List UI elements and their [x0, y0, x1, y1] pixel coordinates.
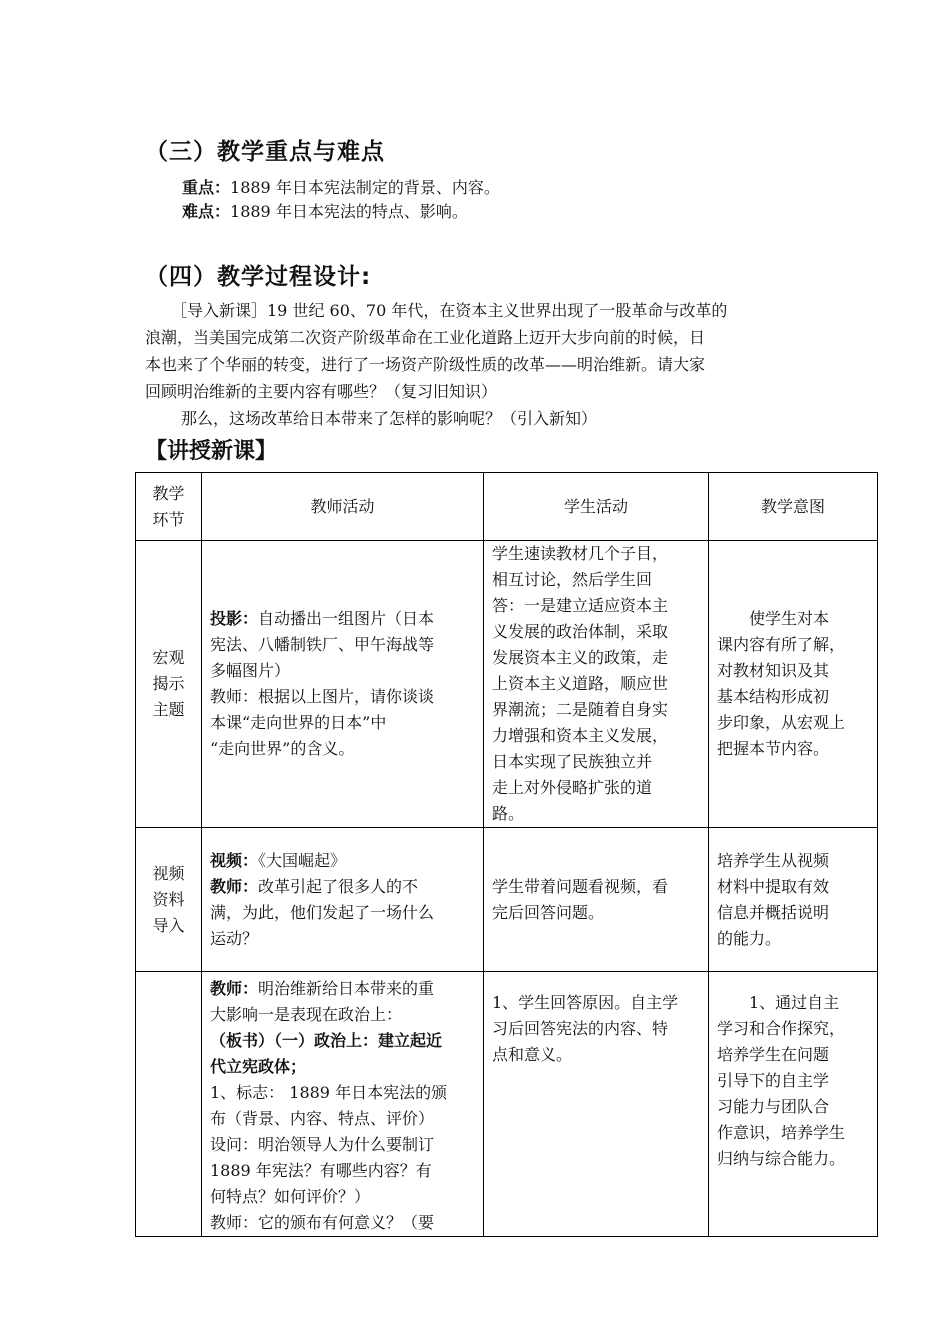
row2-student [484, 828, 709, 972]
teacher-line: 1、标志： 1889 年日本宪法的颁 [210, 1083, 448, 1102]
row3-student [484, 972, 709, 1237]
teacher-line: 教师：根据以上图片，请你谈谈 [210, 687, 435, 706]
video-title: 《大国崛起》 [258, 850, 347, 870]
key-point-text: 1889 年日本宪法制定的背景、内容。 [230, 178, 500, 197]
intent-line: 习能力与团队合 [717, 1097, 830, 1116]
student-line: 答：一是建立适应资本主 [492, 596, 669, 615]
lesson-heading: 【讲授新课】 [145, 439, 278, 464]
board-line: 代立宪政体； [210, 1057, 307, 1076]
intro-line: 浪潮，当美国完成第二次资产阶级革命在工业化道路上迈开大步向前的时候，日 [145, 328, 706, 347]
teacher-line: 教师：它的颁布有何意义？（要 [210, 1213, 435, 1232]
header-stage-line: 环节 [152, 509, 185, 529]
teacher-label: 教师： [210, 979, 259, 998]
table-row [136, 828, 878, 972]
student-line: 点和意义。 [492, 1045, 573, 1064]
teacher-line: 宪法、八幡制铁厂、甲午海战等 [210, 635, 435, 654]
row2-teacher [202, 828, 484, 972]
key-point-label: 重点： [182, 178, 231, 197]
teacher-text: 明治维新给日本带来的重 [258, 979, 435, 998]
intent-line: 学习和合作探究， [717, 1019, 846, 1038]
stage-line: 主题 [152, 700, 185, 719]
teacher-line [210, 874, 475, 900]
student-line: 学生带着问题看视频，看 [492, 876, 669, 896]
student-line: 界潮流；二是随着自身实 [492, 700, 669, 719]
student-line: 发展资本主义的政策，走 [492, 648, 669, 667]
section4-heading: （四）教学过程设计: [145, 264, 372, 290]
row1-intent [709, 541, 878, 828]
row3-teacher [202, 972, 484, 1237]
stage-line: 视频 [152, 863, 185, 883]
intent-line: 课内容有所了解， [717, 635, 846, 654]
teacher-line: 1889 年宪法？有哪些内容？有 [210, 1161, 432, 1180]
teacher-text: 改革引起了很多人的不 [258, 876, 419, 896]
teacher-line [210, 606, 475, 632]
intent-line: 把握本节内容。 [717, 739, 830, 758]
stage-line: 宏观 [152, 648, 185, 667]
stage-line: 资料 [152, 889, 185, 909]
teacher-line: 满，为此，他们发起了一场什么 [210, 902, 435, 922]
transition-line: 那么，这场改革给日本带来了怎样的影响呢？（引入新知） [181, 409, 598, 428]
header-stage-line: 教学 [152, 483, 185, 503]
student-line: 1、学生回答原因。自主学 [492, 993, 679, 1012]
teacher-line: 运动？ [210, 928, 259, 948]
intent-line: 对教材知识及其 [717, 661, 830, 680]
table-row [136, 972, 878, 1237]
teacher-line: “走向世界”的含义。 [210, 739, 355, 758]
intent-line: 培养学生从视频 [717, 850, 830, 870]
teacher-line: 设问：明治领导人为什么要制订 [210, 1135, 435, 1154]
student-line: 相互讨论，然后学生回 [492, 570, 653, 589]
intent-line: 1、通过自主 [749, 993, 840, 1012]
header-student: 学生活动 [484, 473, 709, 541]
difficult-point-label: 难点： [182, 202, 231, 221]
intro-line: 本也来了个华丽的转变，进行了一场资产阶级性质的改革——明治维新。请大家 [145, 355, 706, 374]
teacher-line: 布（背景、内容、特点、评价） [210, 1109, 435, 1128]
header-teacher: 教师活动 [202, 473, 484, 541]
intent-line: 步印象，从宏观上 [717, 713, 846, 732]
teacher-line: 本课“走向世界的日本”中 [210, 713, 387, 732]
board-line: （板书）（一）政治上：建立起近 [210, 1031, 443, 1050]
student-line: 上资本主义道路，顺应世 [492, 674, 669, 693]
row2-stage [136, 828, 202, 972]
header-intent: 教学意图 [709, 473, 878, 541]
projection-label: 投影： [210, 609, 259, 628]
student-line: 路。 [492, 804, 525, 823]
table-header-row [136, 473, 878, 541]
teacher-line: 多幅图片） [210, 661, 291, 680]
student-line: 完后回答问题。 [492, 902, 605, 922]
student-line: 义发展的政治体制，采取 [492, 622, 669, 641]
student-line: 力增强和资本主义发展， [492, 726, 669, 745]
intro-paragraph [145, 297, 817, 432]
difficult-point-text: 1889 年日本宪法的特点、影响。 [230, 202, 468, 221]
header-stage [136, 473, 202, 541]
stage-line: 揭示 [152, 674, 185, 693]
student-line: 日本实现了民族独立并 [492, 752, 653, 771]
row1-student [484, 541, 709, 828]
student-line: 学生速读教材几个子目， [492, 544, 669, 563]
stage-line: 导入 [152, 915, 185, 935]
intent-line: 作意识，培养学生 [717, 1123, 846, 1142]
row1-teacher [202, 541, 484, 828]
section3-heading: （三）教学重点与难点 [145, 139, 385, 165]
teacher-line: 大影响一是表现在政治上： [210, 1005, 403, 1024]
intent-line: 引导下的自主学 [717, 1071, 830, 1090]
intro-line: 回顾明治维新的主要内容有哪些？（复习旧知识） [145, 382, 498, 401]
row3-intent [709, 972, 878, 1237]
student-line: 走上对外侵略扩张的道 [492, 778, 653, 797]
video-label: 视频： [210, 850, 259, 870]
teacher-line: 何特点？如何评价？） [210, 1187, 371, 1206]
intent-line: 信息并概括说明 [717, 902, 830, 922]
teacher-label: 教师： [210, 876, 259, 896]
table-row [136, 541, 878, 828]
row3-stage [136, 972, 202, 1237]
intent-line: 培养学生在问题 [717, 1045, 830, 1064]
difficult-point [182, 199, 468, 225]
teacher-line [210, 976, 475, 1002]
intro-line: ［导入新课］19 世纪 60、70 年代，在资本主义世界出现了一股革命与改革的 [171, 301, 728, 320]
video-line [210, 848, 475, 874]
key-point [182, 175, 500, 201]
lesson-plan-table [135, 472, 878, 1237]
intent-line: 基本结构形成初 [717, 687, 830, 706]
intent-line: 归纳与综合能力。 [717, 1149, 846, 1168]
intent-line: 材料中提取有效 [717, 876, 830, 896]
teacher-text: 自动播出一组图片（日本 [258, 609, 435, 628]
intent-line: 的能力。 [717, 928, 782, 948]
student-line: 习后回答宪法的内容、特 [492, 1019, 669, 1038]
row2-intent [709, 828, 878, 972]
row1-stage [136, 541, 202, 828]
intent-line: 使学生对本 [749, 609, 830, 628]
